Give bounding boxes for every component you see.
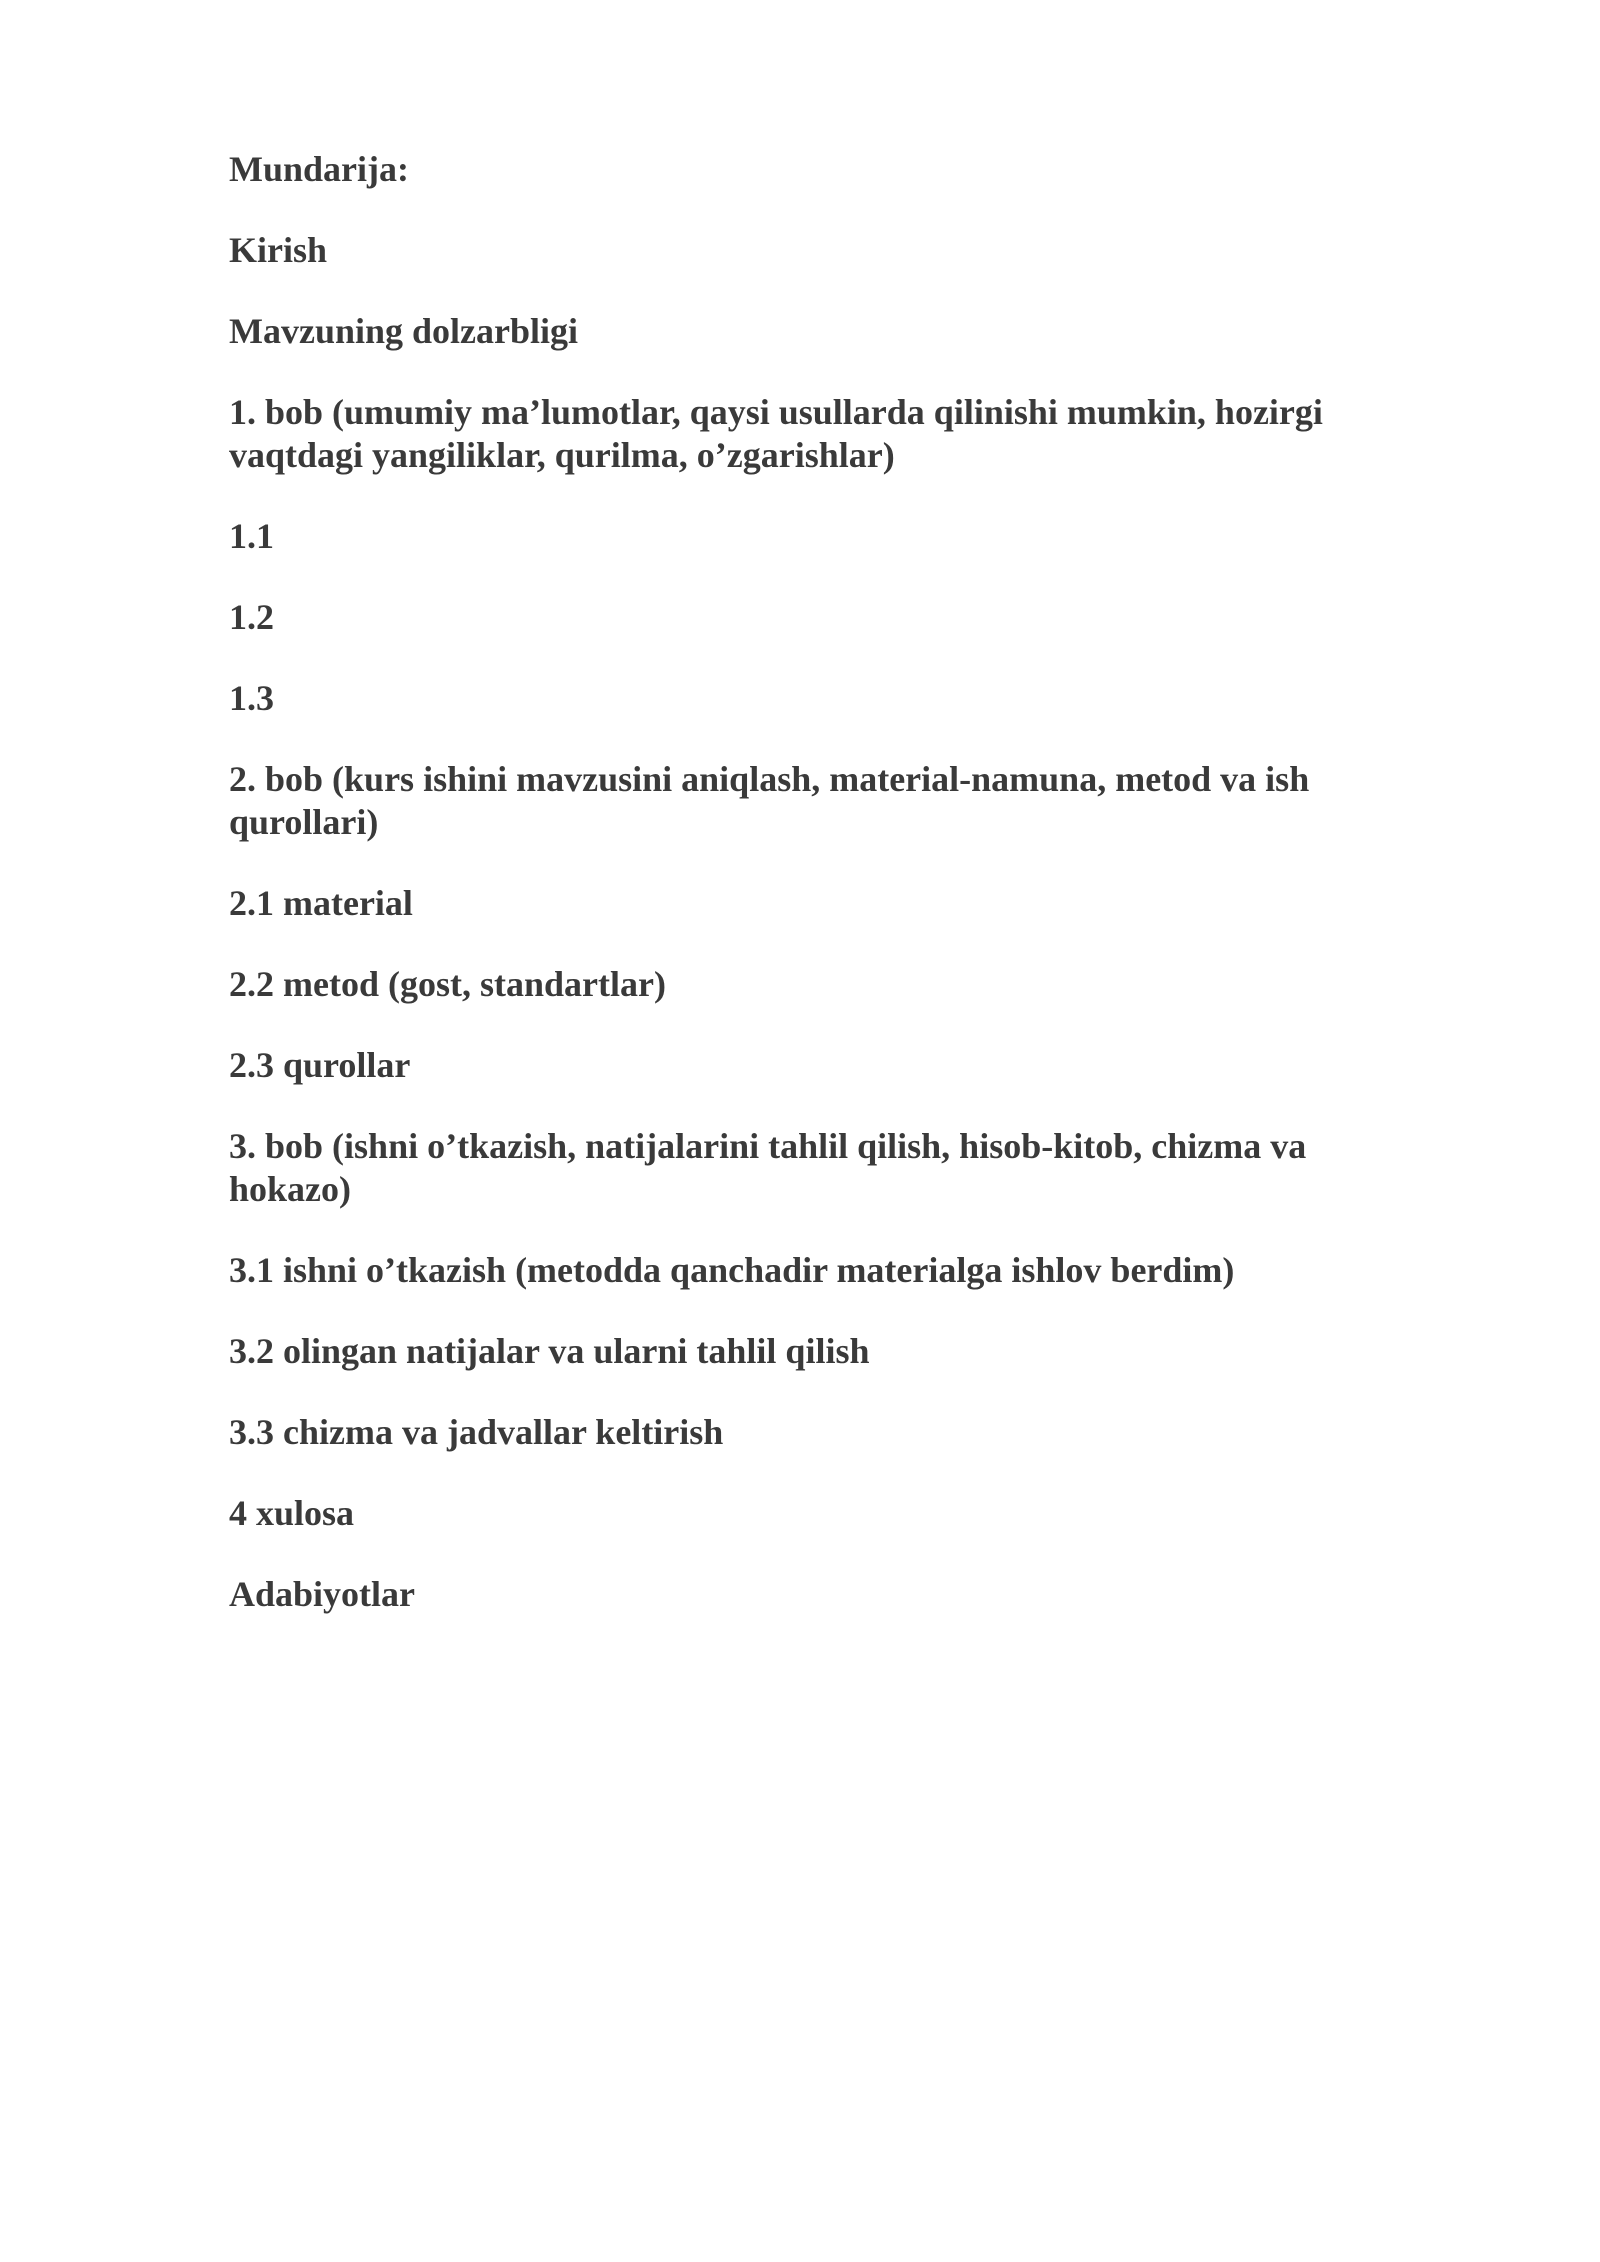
table-of-contents (229, 148, 1389, 1654)
toc-section-3-3: 3.3 chizma va jadvallar keltirish (229, 1412, 724, 1452)
toc-item-xulosa: 4 xulosa (229, 1493, 355, 1533)
toc-section-2-1: 2.1 material (229, 883, 413, 923)
toc-chapter-3: 3. bob (ishni o’tkazish, natijalarini tahlil qilish, hisob-kitob, chizma va hokazo) (229, 1126, 1307, 1209)
toc-section-3-2: 3.2 olingan natijalar va ularni tahlil qilish (229, 1331, 870, 1371)
toc-section-1-3: 1.3 (229, 678, 274, 718)
toc-item-dolzarbligi: Mavzuning dolzarbligi (229, 311, 579, 351)
toc-heading: Mundarija: (229, 149, 409, 189)
toc-chapter-1: 1. bob (umumiy ma’lumotlar, qaysi usullarda qilinishi mumkin, hozirgi vaqtdagi yangiliklar, qurilma, o’zgarishlar) (229, 392, 1323, 475)
toc-section-1-2: 1.2 (229, 597, 274, 637)
toc-section-2-2: 2.2 metod (gost, standartlar) (229, 964, 666, 1004)
toc-item-kirish: Kirish (229, 230, 328, 270)
toc-section-3-1: 3.1 ishni o’tkazish (metodda qanchadir materialga ishlov berdim) (229, 1250, 1235, 1290)
toc-chapter-2: 2. bob (kurs ishini mavzusini aniqlash, material-namuna, metod va ish qurollari) (229, 759, 1310, 842)
toc-section-1-1: 1.1 (229, 516, 274, 556)
toc-section-2-3: 2.3 qurollar (229, 1045, 411, 1085)
toc-item-adabiyotlar: Adabiyotlar (229, 1574, 416, 1614)
